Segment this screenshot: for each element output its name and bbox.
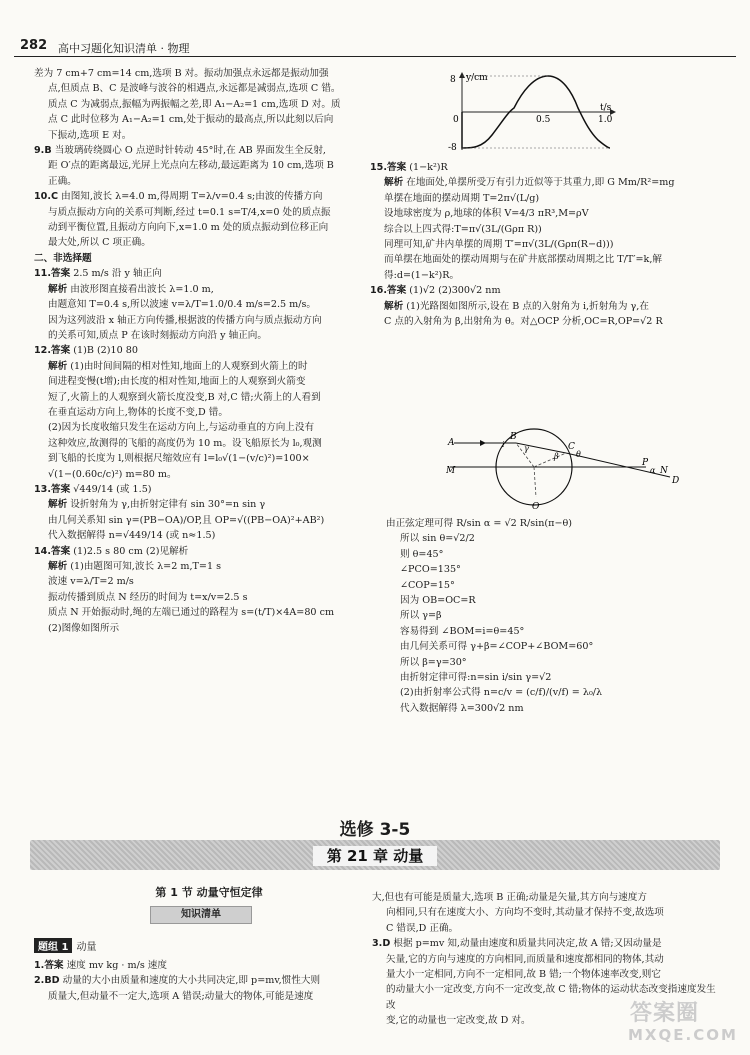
text-line [370, 160, 740, 175]
line-text: 在地面处,单摆所受万有引力近似等于其重力,即 G Mm/R²=mg [406, 177, 675, 189]
text-line [34, 158, 384, 173]
line-text: C 点的入射角为 β,出射角为 θ。对△OCP 分析,OC=R,OP=√2 R [384, 316, 663, 328]
text-line [370, 314, 740, 329]
line-text: 向相同,只有在速度大小、方向均不变时,其动量才保持不变,故选项 [386, 907, 664, 919]
graph-ytop: 8 [450, 75, 456, 85]
line-text: 到飞船的长度为 l,则根据尺缩效应有 l=l₀√(1−(v/c)²)=100× [48, 453, 310, 465]
graph-origin: 0 [453, 115, 459, 125]
right-column [370, 160, 740, 329]
watermark-url: MXQE.COM [628, 1026, 738, 1044]
text-line [386, 670, 726, 685]
label-alpha: α [650, 466, 656, 475]
label-M: M [446, 466, 456, 476]
text-line [386, 562, 726, 577]
text-line [34, 297, 384, 312]
line-text: √449/14 (或 1.5) [73, 483, 152, 495]
text-line [386, 593, 726, 608]
line-text: 二、非选择题 [34, 252, 92, 264]
line-text: (2)由折射率公式得 n=c/v = (c/f)/(v/f) = λ₀/λ [400, 687, 603, 699]
line-text: 变,它的动量也一定改变,故 D 对。 [386, 1015, 531, 1027]
line-text: 由题意知 T=0.4 s,所以波速 v=λ/T=1.0/0.4 m/s=2.5 m/s。 [48, 299, 317, 311]
line-text: 得:d=(1−k²)R。 [384, 269, 460, 281]
text-line [34, 497, 384, 512]
graph-ybottom: -8 [448, 143, 457, 153]
line-text: 间进程变慢(t增);由长度的相对性知,地面上的人观察到火箭变 [48, 376, 306, 388]
text-line [34, 313, 384, 328]
line-text: 因为这列波沿 x 轴正方向传播,根据波的传播方向与质点振动方向 [48, 314, 322, 326]
line-text: (1)B (2)10 80 [73, 345, 138, 357]
text-line [34, 590, 384, 605]
line-text: 这种效应,故测得的飞船的高度仍为 10 m。设飞船原长为 l₀,观测 [48, 437, 322, 449]
line-text: (1−k²)R [409, 162, 448, 173]
line-text: 的关系可知,质点 P 在该时刻振动方向沿 y 轴正向。 [48, 329, 267, 341]
label-i: i [502, 440, 505, 449]
line-text: 则 θ=45° [400, 548, 444, 560]
line-text: (2)因为长度收缩只发生在运动方向上,与运动垂直的方向上没有 [48, 422, 315, 434]
graph-xmid: 0.5 [536, 115, 551, 125]
text-line [386, 578, 726, 593]
text-line [386, 547, 726, 562]
chapter-title: 第 21 章 动量 [313, 846, 438, 866]
group-heading [34, 938, 384, 953]
item-number: 13.答案 [34, 483, 71, 495]
line-text: (1)2.5 s 80 cm (2)见解析 [73, 545, 189, 557]
text-line [34, 374, 384, 389]
line-text: 因为 OB=OC=R [400, 595, 476, 607]
text-line [370, 299, 740, 314]
text-line [34, 405, 384, 420]
text-line [34, 128, 384, 143]
text-line [34, 544, 384, 559]
text-line [34, 513, 384, 528]
line-text: 设折射角为 γ,由折射定律有 sin 30°=n sin γ [70, 499, 266, 511]
line-text: 距 O′点的距离最远,光屏上光点向左移动,最远距离为 10 cm,选项 B [48, 160, 334, 172]
text-line [386, 516, 726, 531]
label-C: C [568, 442, 575, 452]
right-column-lower [386, 516, 726, 716]
text-line [34, 189, 384, 204]
line-text: 所以 β=γ=30° [400, 656, 467, 668]
line-text: (1)√2 (2)300√2 nm [409, 285, 501, 297]
group-title: 动量 [76, 942, 97, 953]
line-text: 差为 7 cm+7 cm=14 cm,选项 B 对。振动加强点永远都是振动加强 [34, 68, 329, 79]
line-text: 质点 C 为减弱点,振幅为两振幅之差,即 A₁−A₂=1 cm,选项 D 对。质 [48, 98, 341, 110]
text-line [34, 528, 384, 543]
line-text: C 错误,D 正确。 [386, 922, 459, 934]
label-D: D [672, 476, 680, 486]
text-line [386, 531, 726, 546]
text-line [370, 268, 740, 283]
label-O: O [532, 502, 540, 512]
text-line [34, 621, 384, 636]
label-A: A [448, 438, 455, 448]
text-line [34, 973, 384, 988]
text-line [34, 266, 384, 281]
line-text: (1)由题图可知,波长 λ=2 m,T=1 s [70, 561, 222, 572]
line-text: 质量大,但动量不一定大,选项 A 错误;动量大的物体,可能是速度 [48, 990, 314, 1002]
text-line [34, 467, 384, 482]
text-line [34, 958, 384, 973]
line-text: 由波形图直接看出波长 λ=1.0 m, [70, 283, 214, 295]
text-line [34, 343, 384, 358]
item-number: 1.答案 [34, 960, 64, 971]
text-line [370, 175, 740, 190]
line-text: 短了,火箭上的人观察到火箭长度没变,B 对,C 错;火箭上的人看到 [48, 391, 321, 403]
line-text: 2.5 m/s 沿 y 轴正向 [73, 268, 162, 280]
graph-xend: 1.0 [598, 115, 613, 125]
line-text: 由正弦定理可得 R/sin α = √2 R/sin(π−θ) [386, 518, 572, 529]
header-rule [14, 56, 736, 57]
label-N: N [660, 466, 668, 476]
analysis-label: 解析 [384, 177, 404, 189]
text-line [34, 97, 384, 112]
group-badge: 题组 1 [34, 938, 72, 953]
graph-y-arrow [459, 72, 465, 78]
text-line [34, 559, 384, 574]
text-line [370, 283, 740, 298]
text-line [34, 605, 384, 620]
watermark-logo: 答案圈 [630, 1001, 700, 1026]
text-line [34, 451, 384, 466]
wave-graph [448, 70, 618, 156]
bottom-left-text [34, 958, 384, 1004]
item-number: 15.答案 [370, 162, 407, 173]
label-P: P [642, 458, 649, 468]
lesson-title: 第 1 节 动量守恒定律 [155, 886, 263, 899]
text-line [372, 952, 722, 967]
line-text: 设地球密度为 ρ,地球的体积 V=4/3 πR³,M=ρV [384, 208, 589, 220]
line-text: 速度 mv kg · m/s 速度 [66, 960, 167, 971]
text-line [34, 143, 384, 158]
line-text: 而单摆在地面处的摆动周期与在矿井底部摆动周期之比 T/T′=k,解 [384, 254, 663, 266]
item-number: 11.答案 [34, 268, 71, 280]
line-text: ∠PCO=135° [400, 564, 461, 576]
line-text: 量大小一定相同,方向不一定相同,故 B 错;一个物体速率改变,则它 [386, 969, 661, 981]
chapter-band [30, 840, 720, 870]
line-text: 下振动,选项 E 对。 [48, 129, 132, 141]
line-text: 矢量,它的方向与速度的方向相同,而质量和速度都相同的物体,其动 [386, 953, 664, 965]
left-column [34, 66, 384, 636]
text-line [34, 420, 384, 435]
text-line [370, 237, 740, 252]
text-line [34, 205, 384, 220]
line-text: 容易得到 ∠BOM=i=θ=45° [400, 625, 525, 637]
text-line [34, 220, 384, 235]
text-line [386, 624, 726, 639]
text-line [372, 905, 722, 920]
label-beta: β [554, 452, 559, 461]
item-number: 9.B [34, 145, 52, 157]
line-text: (1)光路图如图所示,设在 B 点的入射角为 i,折射角为 γ,在 [406, 300, 649, 312]
text-line [34, 328, 384, 343]
optics-diagram [446, 425, 686, 513]
line-text: 根据 p=mv 知,动量由速度和质量共同决定,故 A 错;又因动量是 [393, 938, 662, 950]
line-text: 在垂直运动方向上,物体的长度不变,D 错。 [48, 406, 228, 418]
line-text: 质点 N 开始振动时,绳的左端已通过的路程为 s=(t/T)×4A=80 cm [48, 607, 335, 619]
book-title: 高中习题化知识清单 · 物理 [58, 42, 190, 55]
item-number: 3.D [372, 938, 391, 950]
line-text: 点,但质点 B、C 是波峰与波谷的相遇点,永远都是减弱点,选项 C 错。 [48, 83, 341, 95]
text-line [34, 390, 384, 405]
graph-ylabel: y/cm [466, 73, 488, 83]
text-line [34, 174, 384, 189]
lesson-tag: 知识清单 [150, 906, 252, 924]
line-text: 波速 v=λ/T=2 m/s [48, 576, 134, 588]
text-line [370, 206, 740, 221]
text-line [386, 685, 726, 700]
analysis-label: 解析 [48, 360, 68, 372]
text-line [372, 936, 722, 951]
text-line [370, 222, 740, 237]
line-text: 综合以上四式得:T=π√(3L/(Gρπ R)) [384, 223, 542, 235]
text-line [34, 436, 384, 451]
line-text: 动到平衡位置,且振动方向向下,x=1.0 m 处的质点振动到位移正向 [48, 222, 329, 234]
line-text: 由图知,波长 λ=4.0 m,得周期 T=λ/v=0.4 s;由波的传播方向 [61, 191, 323, 203]
text-line [372, 967, 722, 982]
line-text: 所以 γ=β [400, 610, 442, 622]
line-text: 代入数据解得 n=√449/14 (或 n≈1.5) [48, 530, 216, 542]
line-text: 与质点振动方向的关系可判断,经过 t=0.1 s=T/4,x=0 处的质点振 [48, 206, 331, 218]
analysis-label: 解析 [48, 499, 68, 511]
text-line [34, 482, 384, 497]
line-text: 点 C 此时位移为 A₁−A₂=1 cm,处于振动的最高点,所以此刻以后向 [48, 114, 334, 126]
text-line [34, 359, 384, 374]
text-line [34, 989, 384, 1004]
text-line [34, 282, 384, 297]
page-header [0, 0, 750, 56]
line-text: 的动量大小一定改变,方向不一定改变,故 C 错;物体的运动状态改变指速度发生改 [386, 984, 716, 1011]
text-line [34, 235, 384, 250]
line-text: 振动传播到质点 N 经历的时间为 t=x/v=2.5 s [48, 591, 248, 603]
line-text: 由几何关系可得 γ+β=∠COP+∠BOM=60° [400, 641, 594, 653]
text-line [386, 608, 726, 623]
line-text: 同理可知,矿井内单摆的周期 T′=π√(3L/(Gρπ(R−d))) [384, 239, 614, 251]
item-number: 14.答案 [34, 545, 71, 557]
graph-xlabel: t/s [600, 103, 612, 113]
label-gamma: γ [524, 444, 529, 453]
line-text: ∠COP=15° [400, 579, 455, 591]
line-text: 动量的大小由质量和速度的大小共同决定,即 p=mv,惯性大则 [62, 975, 321, 987]
line-text: 单摆在地面的摆动周期 T=2π√(L/g) [384, 192, 540, 204]
text-line [34, 81, 384, 96]
item-number: 10.C [34, 191, 59, 203]
text-line [34, 251, 384, 266]
text-line [372, 890, 722, 905]
analysis-label: 解析 [384, 300, 404, 312]
text-line [372, 921, 722, 936]
analysis-label: 解析 [48, 283, 68, 295]
line-text: 正确。 [48, 175, 77, 187]
line-text: 大,但也有可能是质量大,选项 B 正确;动量是矢量,其方向与速度方 [372, 892, 647, 903]
line-text: 由折射定律可得:n=sin i/sin γ=√2 [400, 672, 552, 684]
text-line [34, 574, 384, 589]
text-line [386, 701, 726, 716]
line-text: (2)图像如图所示 [48, 622, 120, 634]
label-theta: θ [576, 450, 581, 459]
text-line [34, 112, 384, 127]
line-text: 所以 sin θ=√2/2 [400, 533, 475, 545]
line-text: 当玻璃砖绕圆心 O 点逆时针转动 45°时,在 AB 界面发生全反射, [54, 145, 326, 157]
text-line [370, 252, 740, 267]
text-line [386, 639, 726, 654]
item-number: 16.答案 [370, 285, 407, 297]
text-line [386, 655, 726, 670]
section-title: 选修 3-5 [339, 820, 411, 840]
line-text: √(1−(0.60c/c)²) m=80 m。 [48, 468, 177, 480]
item-number: 12.答案 [34, 345, 71, 357]
line-text: 最大处,所以 C 项正确。 [48, 237, 151, 249]
label-B: B [510, 432, 517, 442]
analysis-label: 解析 [48, 561, 68, 572]
line-text: 代入数据解得 λ=300√2 nm [400, 702, 524, 714]
text-line [370, 191, 740, 206]
item-number: 2.BD [34, 975, 60, 987]
line-text: (1)由时间间隔的相对性知,地面上的人观察到火箭上的时 [70, 360, 308, 372]
text-line [34, 66, 384, 81]
line-text: 由几何关系知 sin γ=(PB−OA)/OP,且 OP=√((PB−OA)²+AB²) [48, 514, 325, 526]
page-number: 282 [20, 38, 48, 53]
